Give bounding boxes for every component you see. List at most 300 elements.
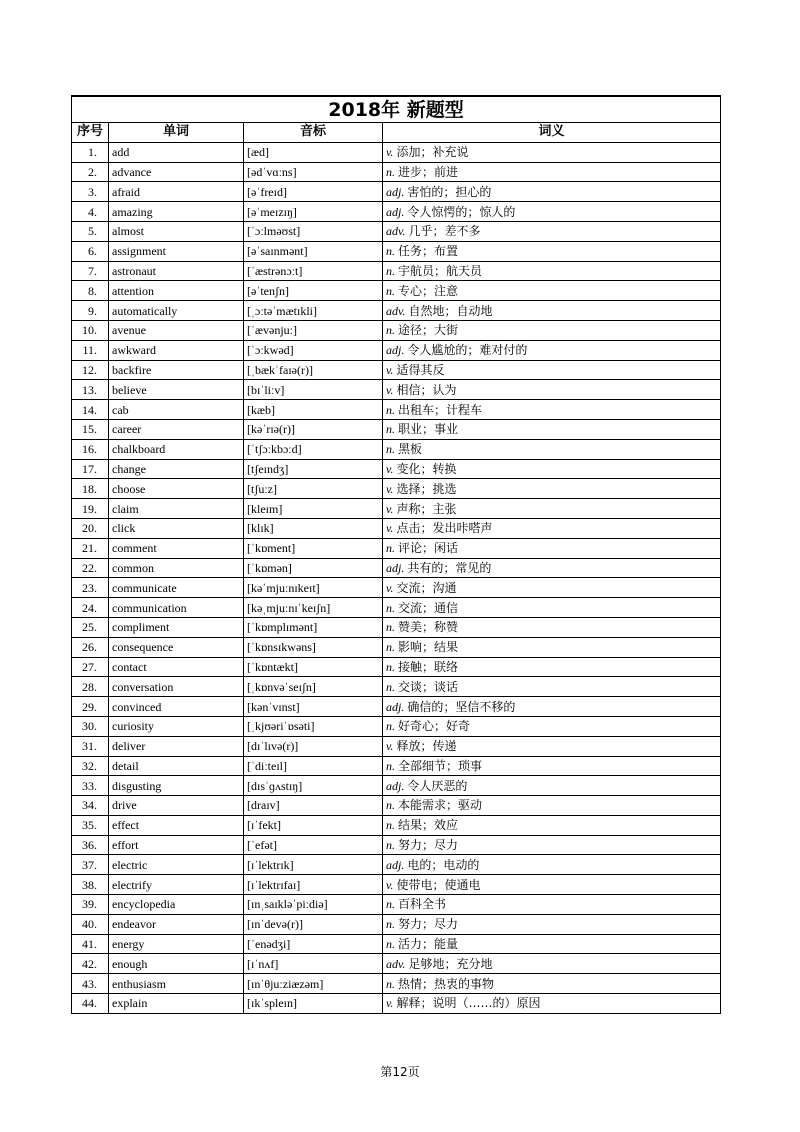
row-meaning (383, 657, 721, 677)
meaning-text: 适得其反 (396, 362, 445, 377)
row-meaning (383, 340, 721, 360)
row-phonetic: [ɪˈnʌf] (244, 954, 383, 974)
row-meaning (383, 439, 721, 459)
row-word: detail (109, 756, 244, 776)
part-of-speech: adv. (386, 956, 406, 971)
row-word: career (109, 419, 244, 439)
meaning-text: 电的；电动的 (407, 857, 480, 872)
row-meaning (383, 677, 721, 697)
meaning-text: 出租车；计程车 (398, 402, 483, 417)
row-word: effort (109, 835, 244, 855)
row-word: deliver (109, 736, 244, 756)
table-row (72, 736, 721, 756)
row-phonetic: [klɪk] (244, 518, 383, 538)
header-num: 序号 (72, 123, 109, 143)
row-number: 31. (72, 736, 109, 756)
part-of-speech: n. (386, 620, 395, 635)
header-meaning: 词义 (383, 123, 721, 143)
row-number: 36. (72, 835, 109, 855)
row-word: consequence (109, 637, 244, 657)
row-meaning (383, 736, 721, 756)
meaning-text: 专心；注意 (398, 283, 459, 298)
part-of-speech: n. (386, 263, 395, 278)
table-row (72, 637, 721, 657)
table-row (72, 835, 721, 855)
part-of-speech: n. (386, 758, 395, 773)
row-meaning (383, 241, 721, 261)
part-of-speech: v. (386, 362, 394, 377)
meaning-text: 自然地；自动地 (408, 303, 493, 318)
part-of-speech: n. (386, 719, 395, 734)
row-meaning (383, 261, 721, 281)
table-row (72, 954, 721, 974)
row-meaning (383, 499, 721, 519)
table-row (72, 499, 721, 519)
part-of-speech: n. (386, 442, 395, 457)
table-row (72, 301, 721, 321)
row-phonetic: [ˈɔːkwəd] (244, 340, 383, 360)
part-of-speech: n. (386, 818, 395, 833)
meaning-text: 添加；补充说 (396, 145, 469, 160)
row-number: 25. (72, 617, 109, 637)
row-number: 29. (72, 697, 109, 717)
meaning-text: 接触；联络 (398, 659, 459, 674)
part-of-speech: adj. (386, 204, 405, 219)
meaning-text: 令人尴尬的；难对付的 (407, 343, 528, 358)
part-of-speech: n. (386, 323, 395, 338)
row-word: energy (109, 934, 244, 954)
row-meaning (383, 776, 721, 796)
row-word: enthusiasm (109, 974, 244, 994)
row-number: 8. (72, 281, 109, 301)
row-number: 26. (72, 637, 109, 657)
row-word: advance (109, 162, 244, 182)
part-of-speech: adj. (386, 184, 405, 199)
row-number: 40. (72, 914, 109, 934)
row-number: 1. (72, 142, 109, 162)
row-meaning (383, 400, 721, 420)
part-of-speech: v. (386, 461, 394, 476)
part-of-speech: n. (386, 640, 395, 655)
row-number: 43. (72, 974, 109, 994)
row-meaning (383, 301, 721, 321)
meaning-text: 进步；前进 (398, 164, 459, 179)
part-of-speech: n. (386, 283, 395, 298)
row-number: 2. (72, 162, 109, 182)
row-number: 7. (72, 261, 109, 281)
part-of-speech: adj. (386, 560, 405, 575)
row-meaning (383, 934, 721, 954)
row-meaning (383, 518, 721, 538)
row-word: comment (109, 538, 244, 558)
title-row (72, 96, 721, 123)
row-phonetic: [bɪˈliːv] (244, 380, 383, 400)
row-number: 28. (72, 677, 109, 697)
table-row (72, 142, 721, 162)
meaning-text: 评论；闲话 (398, 541, 459, 556)
row-number: 12. (72, 360, 109, 380)
row-meaning (383, 954, 721, 974)
row-word: astronaut (109, 261, 244, 281)
meaning-text: 任务；布置 (398, 244, 459, 259)
row-meaning (383, 459, 721, 479)
row-phonetic: [ˈkɒment] (244, 538, 383, 558)
row-phonetic: [ɪkˈspleɪn] (244, 994, 383, 1014)
row-phonetic: [əˈmeɪzɪŋ] (244, 202, 383, 222)
row-number: 17. (72, 459, 109, 479)
meaning-text: 途径；大街 (398, 323, 459, 338)
row-phonetic: [tʃeɪndʒ] (244, 459, 383, 479)
table-row (72, 439, 721, 459)
table-row (72, 815, 721, 835)
meaning-text: 令人惊愕的；惊人的 (407, 204, 516, 219)
meaning-text: 几乎；差不多 (408, 224, 481, 239)
header-word: 单词 (109, 123, 244, 143)
part-of-speech: adj. (386, 699, 405, 714)
row-number: 44. (72, 994, 109, 1014)
row-phonetic: [kæb] (244, 400, 383, 420)
part-of-speech: adj. (386, 857, 405, 872)
row-word: drive (109, 796, 244, 816)
row-word: electric (109, 855, 244, 875)
row-phonetic: [kleɪm] (244, 499, 383, 519)
table-row (72, 657, 721, 677)
row-number: 30. (72, 716, 109, 736)
row-word: encyclopedia (109, 895, 244, 915)
row-word: change (109, 459, 244, 479)
row-word: communicate (109, 578, 244, 598)
row-word: amazing (109, 202, 244, 222)
row-meaning (383, 419, 721, 439)
row-meaning (383, 360, 721, 380)
row-meaning (383, 558, 721, 578)
row-number: 3. (72, 182, 109, 202)
part-of-speech: n. (386, 917, 395, 932)
row-number: 24. (72, 598, 109, 618)
row-word: backfire (109, 360, 244, 380)
row-phonetic: [ˈtʃɔːkbɔːd] (244, 439, 383, 459)
row-phonetic: [kənˈvɪnst] (244, 697, 383, 717)
row-number: 6. (72, 241, 109, 261)
row-meaning (383, 202, 721, 222)
part-of-speech: n. (386, 164, 395, 179)
meaning-text: 使带电；使通电 (396, 877, 481, 892)
row-meaning (383, 598, 721, 618)
table-row (72, 182, 721, 202)
row-phonetic: [ˈkɒmən] (244, 558, 383, 578)
row-phonetic: [əˈtenʃn] (244, 281, 383, 301)
row-word: add (109, 142, 244, 162)
row-phonetic: [kəˈrɪə(r)] (244, 419, 383, 439)
meaning-text: 好奇心；好奇 (398, 719, 471, 734)
table-row (72, 202, 721, 222)
table-row (72, 677, 721, 697)
row-phonetic: [ˌkjʊəriˈɒsəti] (244, 716, 383, 736)
table-row (72, 221, 721, 241)
row-word: choose (109, 479, 244, 499)
part-of-speech: n. (386, 937, 395, 952)
row-number: 13. (72, 380, 109, 400)
table-body (72, 142, 721, 1013)
row-meaning (383, 538, 721, 558)
row-word: effect (109, 815, 244, 835)
part-of-speech: v. (386, 580, 394, 595)
part-of-speech: n. (386, 244, 395, 259)
part-of-speech: n. (386, 838, 395, 853)
row-number: 34. (72, 796, 109, 816)
meaning-text: 令人厌恶的 (407, 778, 468, 793)
row-number: 38. (72, 875, 109, 895)
table-row (72, 261, 721, 281)
table-row (72, 974, 721, 994)
table-row (72, 360, 721, 380)
meaning-text: 声称；主张 (396, 501, 457, 516)
row-phonetic: [ˈenədʒi] (244, 934, 383, 954)
meaning-text: 宇航员；航天员 (398, 263, 483, 278)
table-row (72, 538, 721, 558)
row-phonetic: [ˈkɒmplɪmənt] (244, 617, 383, 637)
header-row (72, 123, 721, 143)
row-number: 22. (72, 558, 109, 578)
row-word: claim (109, 499, 244, 519)
row-meaning (383, 617, 721, 637)
part-of-speech: adj. (386, 343, 405, 358)
row-word: common (109, 558, 244, 578)
meaning-text: 全部细节；琐事 (398, 758, 483, 773)
row-meaning (383, 716, 721, 736)
table-row (72, 479, 721, 499)
table-row (72, 281, 721, 301)
part-of-speech: n. (386, 897, 395, 912)
meaning-text: 努力；尽力 (398, 838, 459, 853)
row-meaning (383, 974, 721, 994)
part-of-speech: v. (386, 877, 394, 892)
row-phonetic: [ˌbækˈfaɪə(r)] (244, 360, 383, 380)
table-row (72, 241, 721, 261)
row-word: chalkboard (109, 439, 244, 459)
row-meaning (383, 756, 721, 776)
table-row (72, 598, 721, 618)
row-meaning (383, 578, 721, 598)
row-number: 9. (72, 301, 109, 321)
table-row (72, 518, 721, 538)
part-of-speech: v. (386, 145, 394, 160)
meaning-text: 选择；挑选 (396, 481, 457, 496)
meaning-text: 黑板 (398, 442, 423, 457)
row-phonetic: [əˈfreɪd] (244, 182, 383, 202)
row-phonetic: [kəˌmjuːnɪˈkeɪʃn] (244, 598, 383, 618)
table-row (72, 756, 721, 776)
row-phonetic: [kəˈmjuːnɪkeɪt] (244, 578, 383, 598)
meaning-text: 共有的；常见的 (407, 560, 492, 575)
row-phonetic: [ɪˈlektrɪk] (244, 855, 383, 875)
row-phonetic: [dɪsˈɡʌstɪŋ] (244, 776, 383, 796)
row-meaning (383, 815, 721, 835)
row-number: 20. (72, 518, 109, 538)
table-row (72, 875, 721, 895)
row-phonetic: [ɪnˈθjuːziæzəm] (244, 974, 383, 994)
meaning-text: 热情；热衷的事物 (398, 976, 495, 991)
row-number: 14. (72, 400, 109, 420)
part-of-speech: v. (386, 996, 394, 1011)
part-of-speech: adj. (386, 778, 405, 793)
meaning-text: 交谈；谈话 (398, 679, 459, 694)
table-row (72, 340, 721, 360)
row-meaning (383, 875, 721, 895)
row-meaning (383, 855, 721, 875)
meaning-text: 本能需求；驱动 (398, 798, 483, 813)
table-row (72, 934, 721, 954)
row-number: 27. (72, 657, 109, 677)
part-of-speech: v. (386, 501, 394, 516)
row-word: contact (109, 657, 244, 677)
row-word: electrify (109, 875, 244, 895)
row-number: 19. (72, 499, 109, 519)
row-phonetic: [tʃuːz] (244, 479, 383, 499)
row-number: 5. (72, 221, 109, 241)
row-number: 33. (72, 776, 109, 796)
row-meaning (383, 895, 721, 915)
part-of-speech: n. (386, 679, 395, 694)
meaning-text: 确信的；坚信不移的 (407, 699, 516, 714)
row-phonetic: [draɪv] (244, 796, 383, 816)
table-row (72, 796, 721, 816)
row-number: 15. (72, 419, 109, 439)
row-word: almost (109, 221, 244, 241)
part-of-speech: n. (386, 402, 395, 417)
meaning-text: 努力；尽力 (398, 917, 459, 932)
row-meaning (383, 281, 721, 301)
part-of-speech: v. (386, 382, 394, 397)
meaning-text: 释放；传递 (396, 739, 457, 754)
table-row (72, 320, 721, 340)
part-of-speech: v. (386, 521, 394, 536)
row-phonetic: [ɪˈfekt] (244, 815, 383, 835)
table-title: 2018年 新题型 (72, 96, 721, 123)
meaning-text: 相信；认为 (396, 382, 457, 397)
table-row (72, 697, 721, 717)
row-word: automatically (109, 301, 244, 321)
row-number: 39. (72, 895, 109, 915)
row-meaning (383, 479, 721, 499)
part-of-speech: n. (386, 976, 395, 991)
row-word: curiosity (109, 716, 244, 736)
part-of-speech: n. (386, 798, 395, 813)
row-word: attention (109, 281, 244, 301)
row-phonetic: [əˈsaɪnmənt] (244, 241, 383, 261)
row-meaning (383, 637, 721, 657)
row-number: 4. (72, 202, 109, 222)
row-word: avenue (109, 320, 244, 340)
row-number: 23. (72, 578, 109, 598)
table-row (72, 776, 721, 796)
table-row (72, 578, 721, 598)
row-phonetic: [dɪˈlɪvə(r)] (244, 736, 383, 756)
meaning-text: 结果；效应 (398, 818, 459, 833)
part-of-speech: n. (386, 600, 395, 615)
row-phonetic: [ˈkɒntækt] (244, 657, 383, 677)
row-word: afraid (109, 182, 244, 202)
row-number: 11. (72, 340, 109, 360)
part-of-speech: n. (386, 541, 395, 556)
row-phonetic: [ˈefət] (244, 835, 383, 855)
row-meaning (383, 182, 721, 202)
table-row (72, 617, 721, 637)
row-word: endeavor (109, 914, 244, 934)
row-meaning (383, 142, 721, 162)
row-phonetic: [ˌɔːtəˈmætɪkli] (244, 301, 383, 321)
row-phonetic: [ˈkɒnsɪkwəns] (244, 637, 383, 657)
part-of-speech: n. (386, 659, 395, 674)
row-number: 16. (72, 439, 109, 459)
meaning-text: 变化；转换 (396, 461, 457, 476)
table-row (72, 716, 721, 736)
meaning-text: 解释；说明（……的）原因 (396, 996, 541, 1011)
row-meaning (383, 835, 721, 855)
row-word: conversation (109, 677, 244, 697)
meaning-text: 职业；事业 (398, 422, 459, 437)
meaning-text: 足够地；充分地 (408, 956, 493, 971)
row-meaning (383, 796, 721, 816)
table-row (72, 162, 721, 182)
row-number: 35. (72, 815, 109, 835)
row-word: compliment (109, 617, 244, 637)
row-phonetic: [æd] (244, 142, 383, 162)
row-phonetic: [ˈdiːteɪl] (244, 756, 383, 776)
row-number: 32. (72, 756, 109, 776)
row-phonetic: [ˈɔːlməʊst] (244, 221, 383, 241)
part-of-speech: adv. (386, 303, 406, 318)
row-phonetic: [ɪˈlektrɪfaɪ] (244, 875, 383, 895)
row-number: 42. (72, 954, 109, 974)
page-number: 第12页 (380, 1065, 420, 1079)
row-meaning (383, 380, 721, 400)
header-phonetic: 音标 (244, 123, 383, 143)
part-of-speech: adv. (386, 224, 406, 239)
row-phonetic: [ədˈvɑːns] (244, 162, 383, 182)
row-number: 18. (72, 479, 109, 499)
table-row (72, 895, 721, 915)
row-meaning (383, 221, 721, 241)
row-word: enough (109, 954, 244, 974)
row-number: 21. (72, 538, 109, 558)
row-meaning (383, 994, 721, 1014)
vocabulary-table (71, 95, 721, 1014)
row-meaning (383, 914, 721, 934)
row-phonetic: [ˈæstrənɔːt] (244, 261, 383, 281)
row-meaning (383, 697, 721, 717)
row-number: 10. (72, 320, 109, 340)
part-of-speech: v. (386, 481, 394, 496)
part-of-speech: n. (386, 422, 395, 437)
table-row (72, 994, 721, 1014)
table-row (72, 380, 721, 400)
row-meaning (383, 162, 721, 182)
row-number: 37. (72, 855, 109, 875)
row-phonetic: [ˈævənjuː] (244, 320, 383, 340)
table-row (72, 558, 721, 578)
table-row (72, 400, 721, 420)
meaning-text: 交流；沟通 (396, 580, 457, 595)
row-meaning (383, 320, 721, 340)
row-number: 41. (72, 934, 109, 954)
row-word: assignment (109, 241, 244, 261)
part-of-speech: v. (386, 739, 394, 754)
row-word: communication (109, 598, 244, 618)
row-word: click (109, 518, 244, 538)
row-word: explain (109, 994, 244, 1014)
table-row (72, 419, 721, 439)
